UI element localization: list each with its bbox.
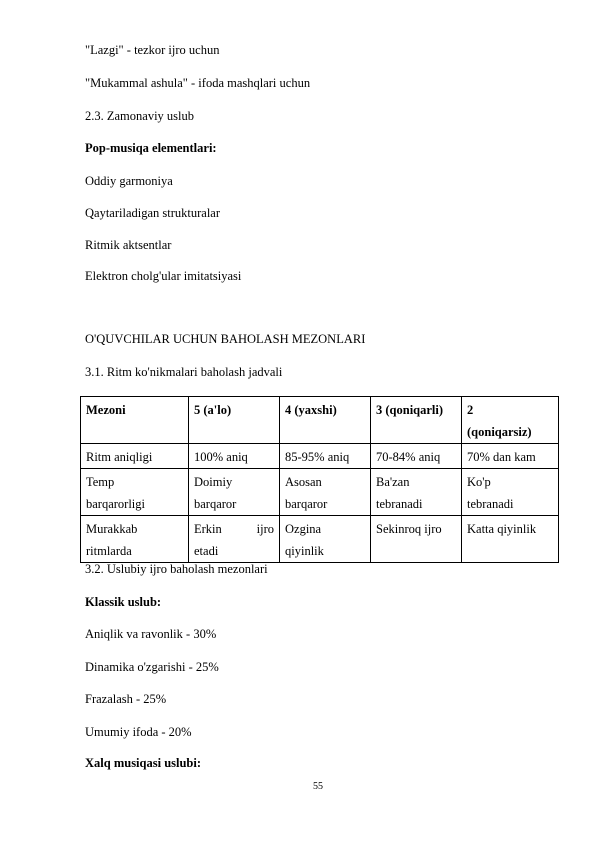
header-cell: 5 (a'lo) (189, 397, 280, 444)
text-line: "Lazgi" - tezkor ijro uchun (85, 43, 220, 57)
table-cell: 70-84% aniq (371, 444, 462, 469)
table-cell: Sekinroq ijro (371, 516, 462, 563)
header-cell: 4 (yaxshi) (280, 397, 371, 444)
header-cell: 2 (qoniqarsiz) (462, 397, 559, 444)
table-row (81, 444, 559, 469)
table-cell: Katta qiyinlik (462, 516, 559, 563)
table-cell: Temp barqarorligi (81, 469, 189, 516)
list-item: Frazalash - 25% (85, 692, 167, 706)
list-item: Qaytariladigan strukturalar (85, 206, 221, 220)
list-item: Dinamika o'zgarishi - 25% (85, 660, 219, 674)
table-caption: 3.1. Ritm ko'nikmalari baholash jadvali (85, 365, 283, 379)
section-title: O'QUVCHILAR UCHUN BAHOLASH MEZONLARI (85, 332, 366, 346)
folk-heading: Xalq musiqasi uslubi: (85, 756, 202, 770)
table-header-row (81, 397, 559, 444)
table-cell: 85-95% aniq (280, 444, 371, 469)
header-cell: Mezoni (81, 397, 189, 444)
table-row (81, 469, 559, 516)
table-cell: 100% aniq (189, 444, 280, 469)
list-item: Ritmik aktsentlar (85, 238, 172, 252)
table-row (81, 516, 559, 563)
list-item: Elektron cholg'ular imitatsiyasi (85, 269, 242, 283)
page-number: 55 (313, 781, 323, 792)
list-item: Umumiy ifoda - 20% (85, 725, 192, 739)
table-cell: Doimiy barqaror (189, 469, 280, 516)
table-cell: Ba'zan tebranadi (371, 469, 462, 516)
pop-heading: Pop-musiqa elementlari: (85, 141, 217, 155)
text-line: "Mukammal ashula" - ifoda mashqlari uchun (85, 76, 311, 90)
table-cell: Murakkab ritmlarda (81, 516, 189, 563)
subsection-title: 2.3. Zamonaviy uslub (85, 109, 195, 123)
table-cell: Erkin ijro etadi (189, 516, 280, 563)
rhythm-assessment-table (80, 396, 559, 563)
table-cell: Ko'p tebranadi (462, 469, 559, 516)
table-cell: Asosan barqaror (280, 469, 371, 516)
table-cell: Ritm aniqligi (81, 444, 189, 469)
table-cell: 70% dan kam (462, 444, 559, 469)
classic-heading: Klassik uslub: (85, 595, 162, 609)
table-cell: Ozgina qiyinlik (280, 516, 371, 563)
list-item: Aniqlik va ravonlik - 30% (85, 627, 217, 641)
list-item: Oddiy garmoniya (85, 174, 173, 188)
table-caption: 3.2. Uslubiy ijro baholash mezonlari (85, 562, 268, 576)
header-cell: 3 (qoniqarli) (371, 397, 462, 444)
